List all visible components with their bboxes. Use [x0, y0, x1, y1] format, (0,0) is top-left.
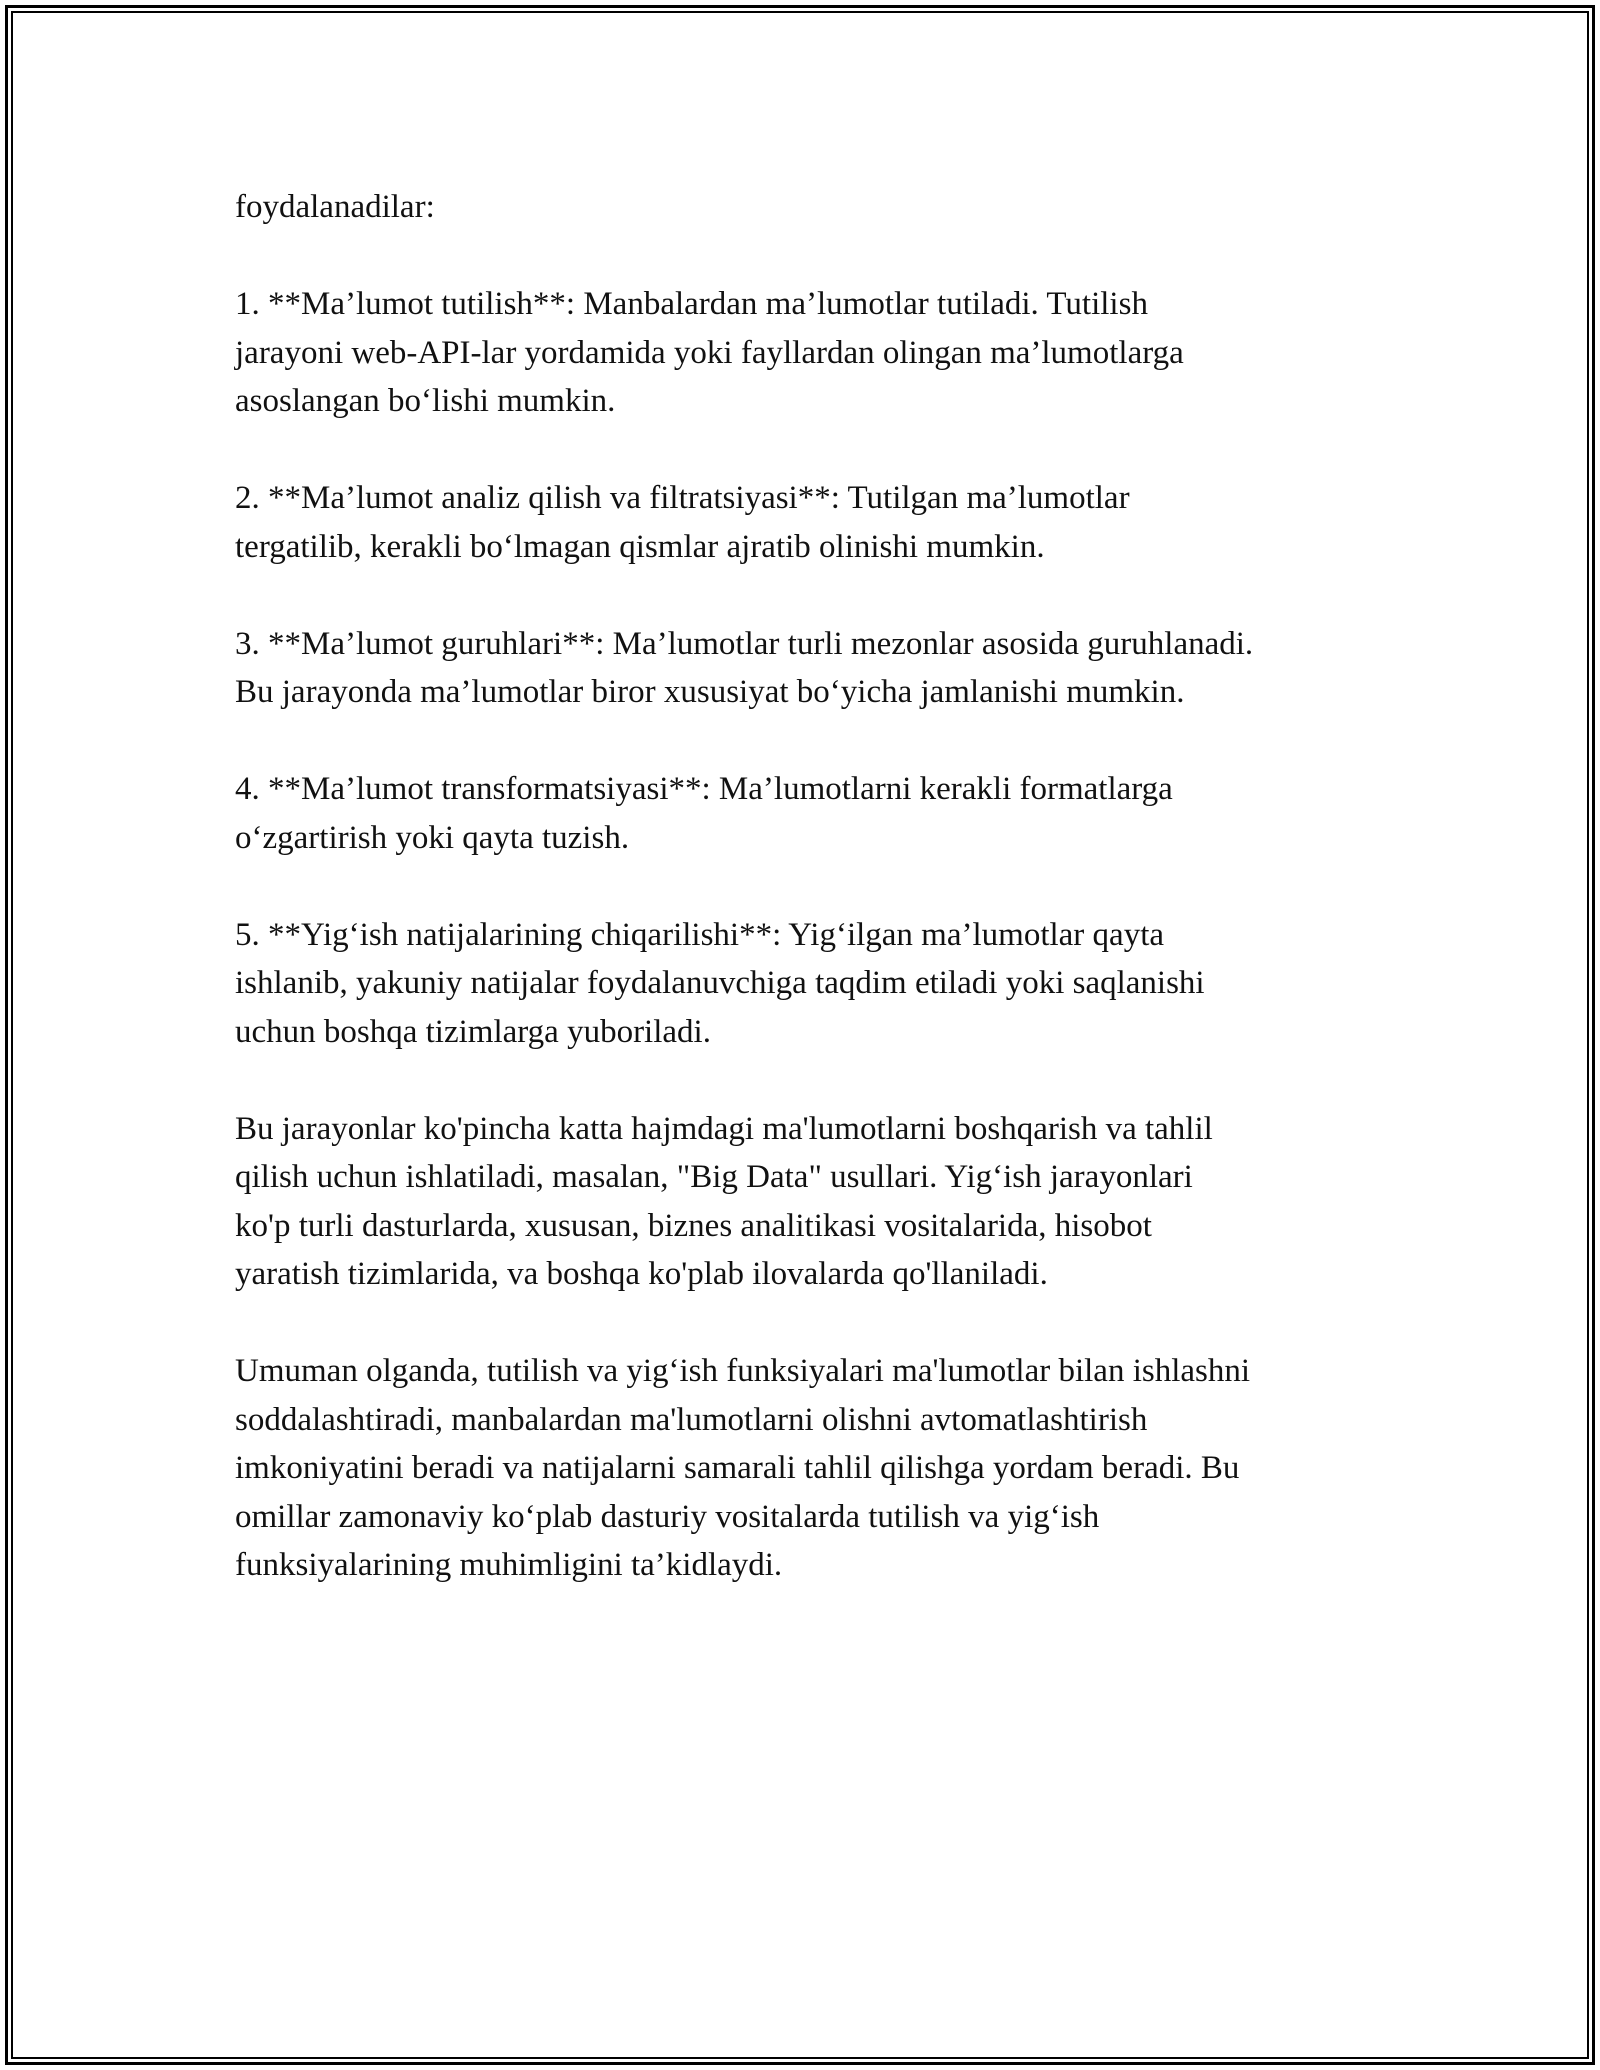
list-item-5: 5. **Yig‘ish natijalarining chiqarilishi**: Yig‘ilgan ma’lumotlar qayta ishlanib, yakuniy natijalar foydalanuvchiga taqdim etiladi yoki saqlanishi uchun boshqa tizimlarga yuboriladi.	[235, 916, 1205, 1050]
list-item-1: 1. **Ma’lumot tutilish**: Manbalardan ma’lumotlar tutiladi. Tutilish jarayoni web-API-lar yordamida yoki fayllardan olingan ma’lumotlarga asoslangan bo‘lishi mumkin.	[235, 286, 1184, 419]
paragraph-conclusion: Umuman olganda, tutilish va yig‘ish funksiyalari ma'lumotlar bilan ishlashni soddalashtiradi, manbalardan ma'lumotlarni olishni avtomatlashtirish imkoniyatini beradi va natijalarni samarali tahlil qilishga yordam beradi. Bu omillar zamonaviy ko‘plab dasturiy vositalarda tutilish va yig‘ish funksiyalarining muhimligini ta’kidlaydi.	[235, 1353, 1251, 1583]
list-item-3: 3. **Ma’lumot guruhlari**: Ma’lumotlar turli mezonlar asosida guruhlanadi. Bu jarayonda ma’lumotlar biror xususiyat bo‘yicha jamlanishi mumkin.	[235, 625, 1254, 710]
paragraph-usage: Bu jarayonlar ko'pincha katta hajmdagi ma'lumotlarni boshqarish va tahlil qilish uchun ishlatiladi, masalan, "Big Data" usullari. Yig‘ish jarayonlari ko'p turli dasturlarda, xususan, biznes analitikasi vositalarida, hisobot yaratish tizimlarida, va boshqa ko'plab ilovalarda qo'llaniladi.	[235, 1110, 1213, 1292]
document-body	[235, 183, 1385, 1638]
list-item-4: 4. **Ma’lumot transformatsiyasi**: Ma’lumotlarni kerakli formatlarga o‘zgartirish yoki qayta tuzish.	[235, 771, 1173, 856]
list-item-2: 2. **Ma’lumot analiz qilish va filtratsiyasi**: Tutilgan ma’lumotlar tergatilib, kerakli bo‘lmagan qismlar ajratib olinishi mumkin.	[235, 480, 1130, 565]
paragraph-intro: foydalanadilar:	[235, 189, 435, 225]
